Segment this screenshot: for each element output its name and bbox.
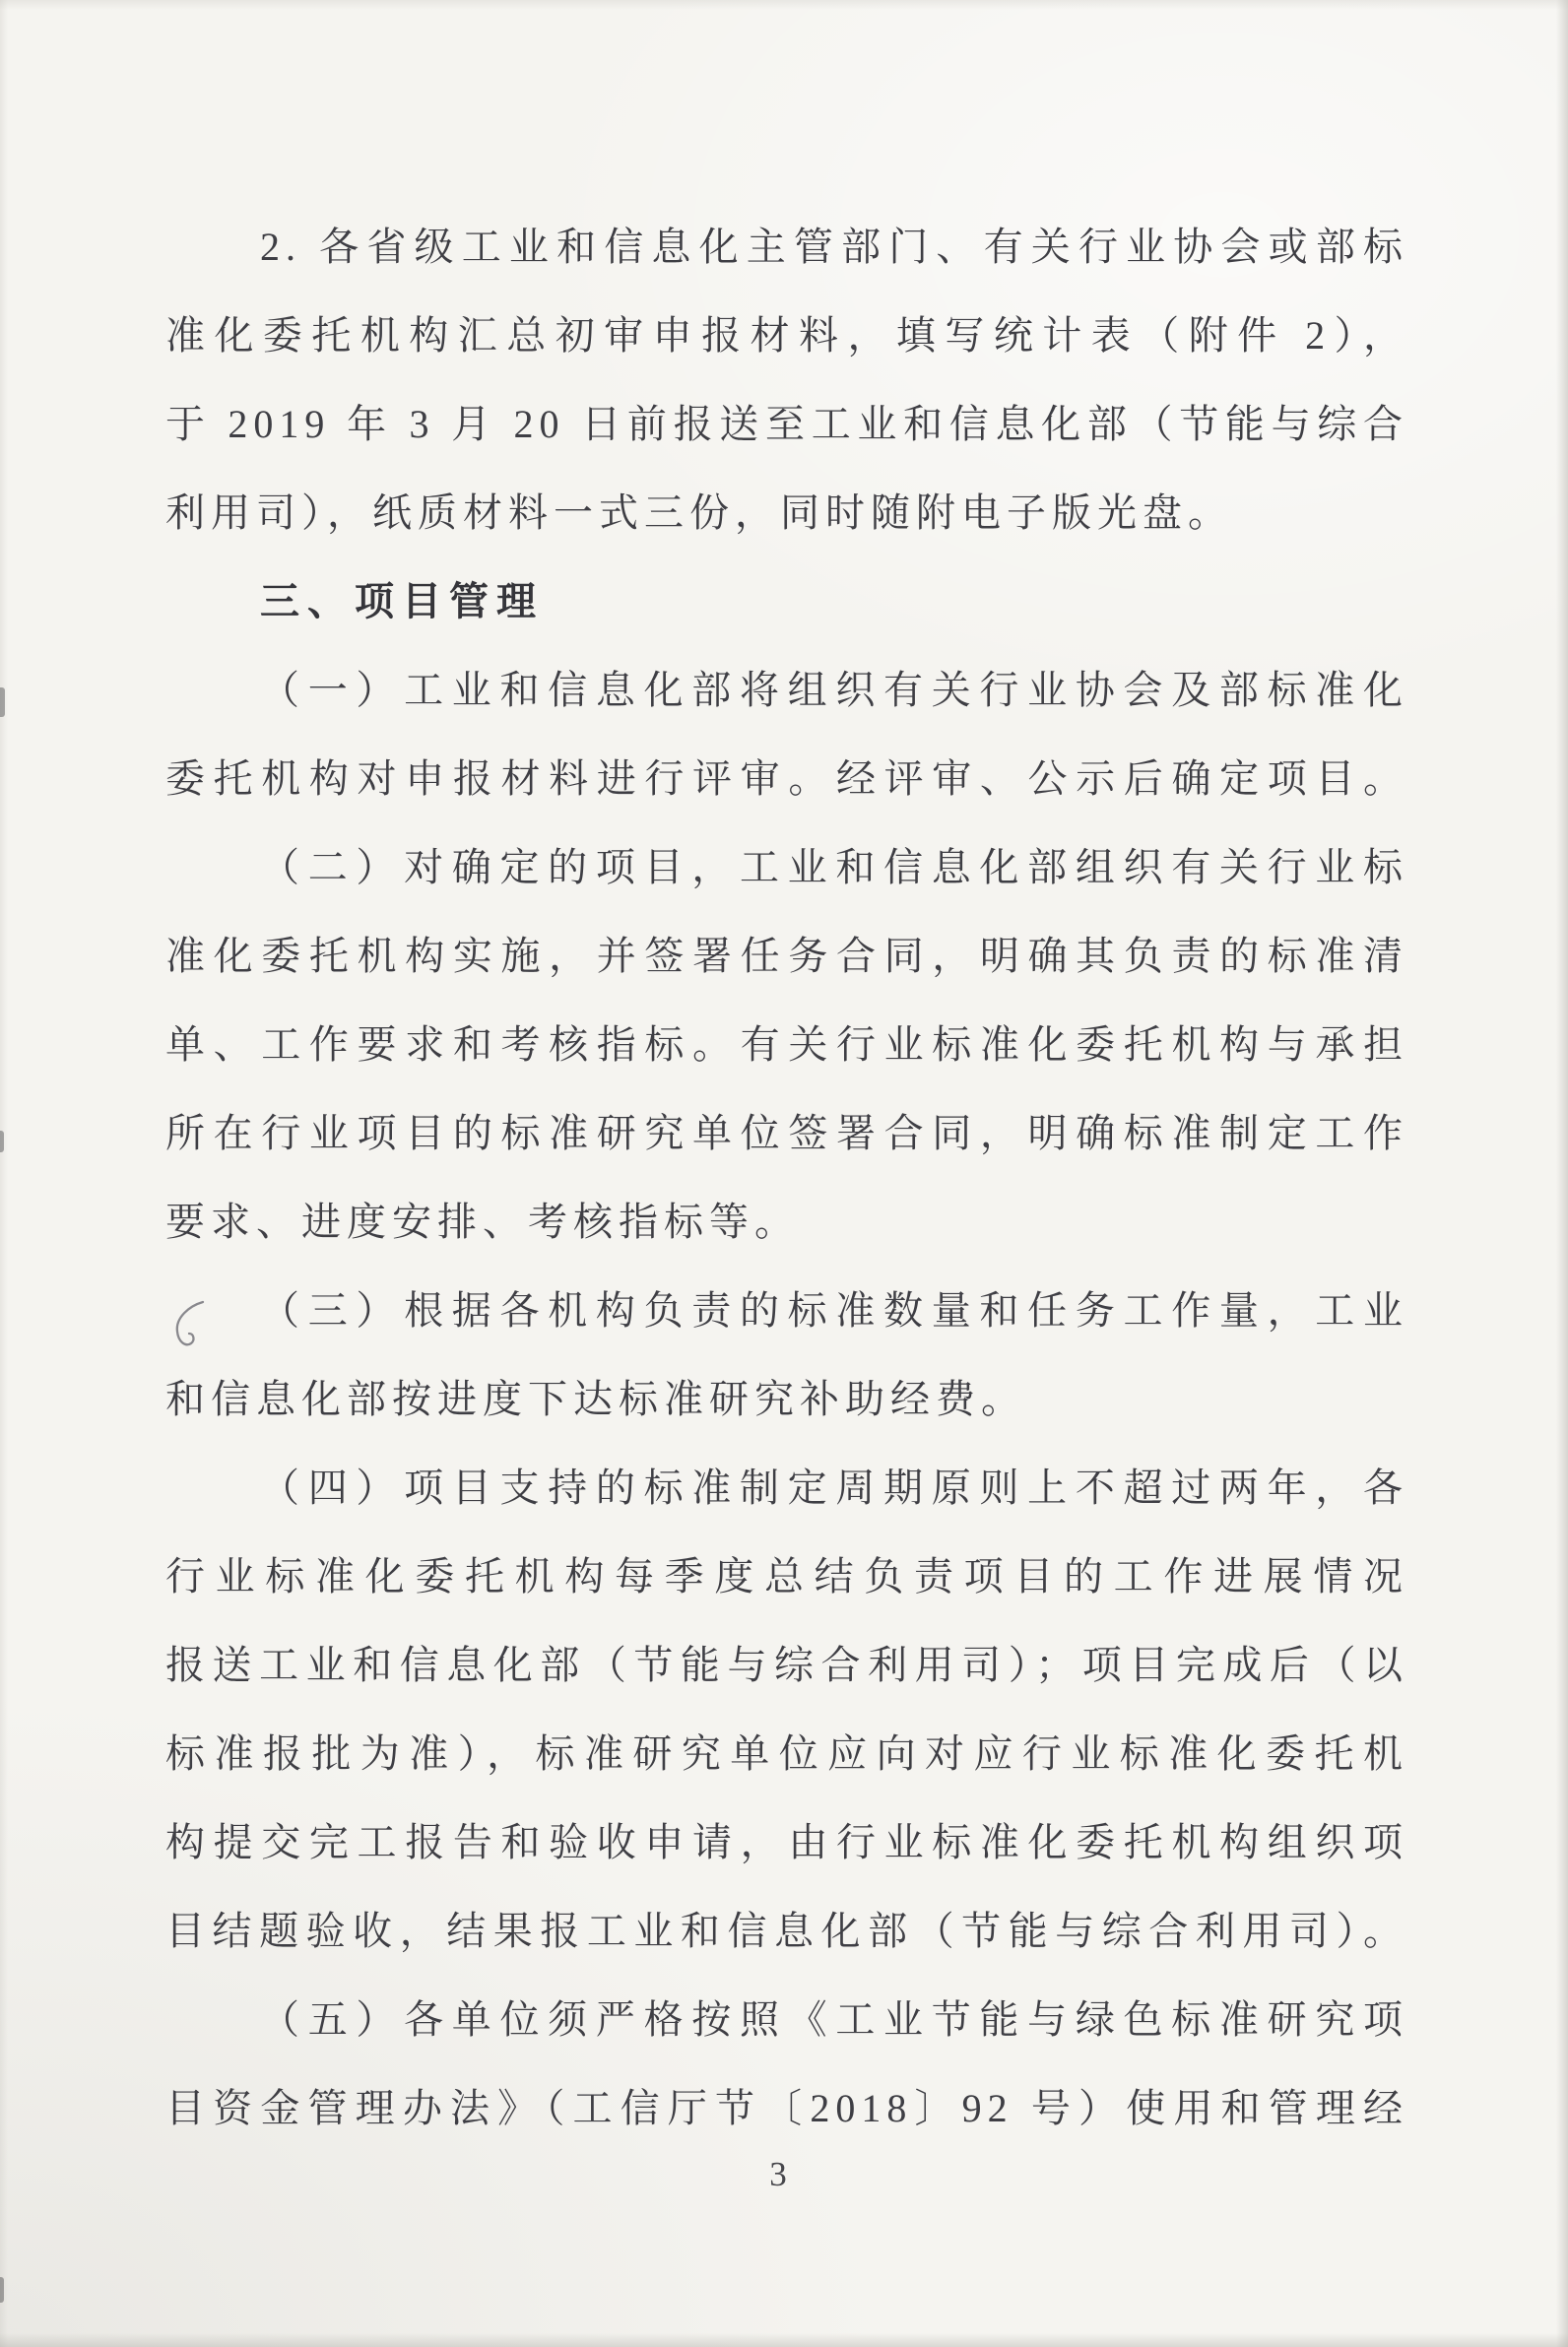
document-text — [165, 203, 1408, 2153]
text-line: （二）对确定的项目，工业和信息化部组织有关行业标 — [260, 845, 1408, 889]
text-line: 单、工作要求和考核指标。有关行业标准化委托机构与承担 — [165, 1022, 1408, 1067]
text-line: 利用司），纸质材料一式三份，同时随附电子版光盘。 — [165, 490, 1233, 535]
text-line: （一）工业和信息化部将组织有关行业协会及部标准化 — [260, 668, 1408, 712]
scan-edge-artifact — [0, 2277, 4, 2303]
text-line: 标准报批为准），标准研究单位应向对应行业标准化委托机 — [165, 1731, 1408, 1776]
scan-edge-artifact — [0, 1131, 4, 1152]
pen-mark-artifact — [165, 1298, 219, 1359]
text-line: 构提交完工报告和验收申请，由行业标准化委托机构组织项 — [165, 1820, 1408, 1864]
text-line: 和信息化部按进度下达标准研究补助经费。 — [165, 1377, 1026, 1421]
text-line: （四）项目支持的标准制定周期原则上不超过两年，各 — [260, 1466, 1408, 1510]
section-heading: 三、项目管理 — [260, 580, 544, 623]
text-line: （五）各单位须严格按照《工业节能与绿色标准研究项 — [260, 1997, 1408, 2042]
page-number: 3 — [769, 2155, 787, 2193]
text-line: 目结题验收，结果报工业和信息化部（节能与综合利用司）。 — [165, 1909, 1408, 1953]
text-line: 准化委托机构汇总初审申报材料，填写统计表（附件 2）， — [165, 313, 1408, 358]
text-line: 委托机构对申报材料进行评审。经评审、公示后确定项目。 — [165, 756, 1408, 801]
text-line: 准化委托机构实施，并签署任务合同，明确其负责的标准清 — [165, 934, 1408, 978]
text-line: 行业标准化委托机构每季度总结负责项目的工作进展情况 — [165, 1554, 1408, 1598]
text-line: 于 2019 年 3 月 20 日前报送至工业和信息化部（节能与综合 — [165, 402, 1408, 446]
text-line: 要求、进度安排、考核指标等。 — [165, 1200, 800, 1244]
text-line: 所在行业项目的标准研究单位签署合同，明确标准制定工作 — [165, 1111, 1408, 1155]
text-line: （三）根据各机构负责的标准数量和任务工作量，工业 — [260, 1288, 1408, 1333]
text-line: 2. 各省级工业和信息化主管部门、有关行业协会或部标 — [260, 225, 1408, 269]
text-line: 报送工业和信息化部（节能与综合利用司）；项目完成后（以 — [165, 1643, 1408, 1687]
scan-edge-artifact — [0, 687, 5, 717]
text-line: 目资金管理办法》（工信厅节〔2018〕92 号）使用和管理经 — [165, 2086, 1408, 2130]
